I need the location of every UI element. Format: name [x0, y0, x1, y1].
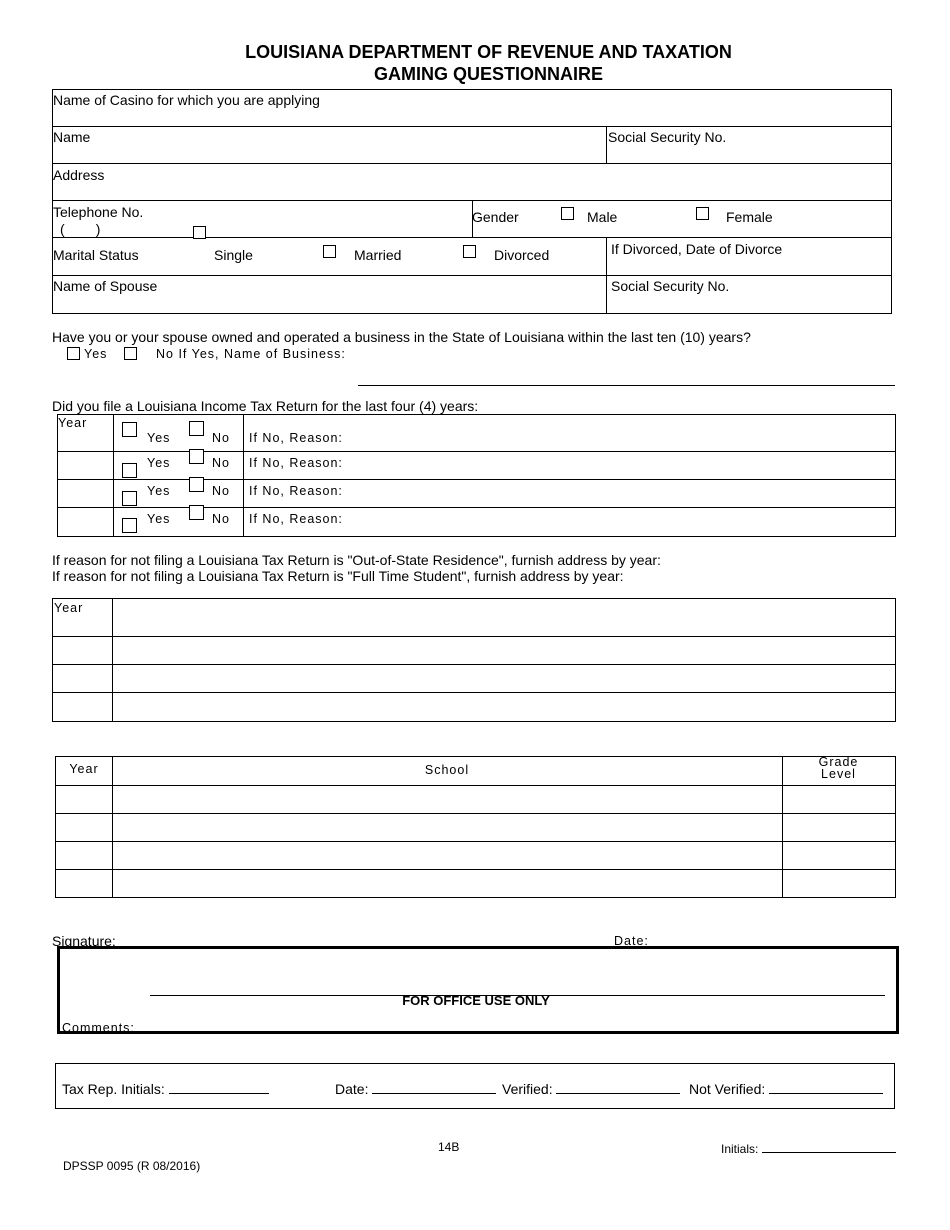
page-code: 14B	[438, 1140, 460, 1154]
not-verified-line[interactable]	[769, 1079, 883, 1094]
office-date-label: Date:	[335, 1081, 369, 1097]
married-checkbox[interactable]	[323, 245, 336, 258]
office-date[interactable]	[335, 1079, 496, 1097]
business-yes-checkbox[interactable]	[67, 347, 80, 360]
telephone-field[interactable]: Telephone No.	[53, 204, 144, 220]
school-name-header: School	[424, 763, 470, 777]
not-verified[interactable]	[689, 1079, 883, 1097]
business-no-label: No If Yes, Name of Business:	[156, 347, 346, 361]
verified-line[interactable]	[556, 1079, 680, 1094]
tax-row1-no-checkbox[interactable]	[189, 421, 204, 436]
tax-row3-reason[interactable]: If No, Reason:	[249, 484, 343, 498]
verified[interactable]	[502, 1079, 680, 1097]
tax-row3-yes-label: Yes	[147, 484, 171, 498]
student-note: If reason for not filing a Louisiana Tax Return is "Full Time Student", furnish address by year:	[52, 568, 624, 584]
telephone-checkbox[interactable]	[193, 226, 206, 239]
male-label: Male	[587, 209, 618, 225]
tax-return-question: Did you file a Louisiana Income Tax Return for the last four (4) years:	[52, 398, 479, 414]
address-year-header: Year	[54, 601, 84, 615]
page-title: LOUISIANA DEPARTMENT OF REVENUE AND TAXATION	[245, 42, 732, 62]
tax-row1-no-label: No	[212, 431, 230, 445]
tax-row1-yes-checkbox[interactable]	[122, 422, 137, 437]
tax-row2-yes-checkbox[interactable]	[122, 463, 137, 478]
out-of-state-note: If reason for not filing a Louisiana Tax Return is "Out-of-State Residence", furnish address by year:	[52, 552, 661, 568]
address-by-year-table	[52, 598, 896, 722]
tax-row2-reason[interactable]: If No, Reason:	[249, 456, 343, 470]
ssn-field[interactable]: Social Security No.	[608, 129, 727, 145]
spouse-name-field[interactable]: Name of Spouse	[53, 278, 158, 294]
footer-initials-label: Initials:	[721, 1142, 759, 1156]
page-subtitle: GAMING QUESTIONNAIRE	[373, 64, 603, 84]
tax-row1-reason[interactable]: If No, Reason:	[249, 431, 343, 445]
divorced-label: Divorced	[494, 247, 550, 263]
female-label: Female	[726, 209, 773, 225]
school-year-header: Year	[69, 762, 99, 776]
tax-return-table	[57, 414, 896, 537]
tax-row4-yes-checkbox[interactable]	[122, 518, 137, 533]
signature-date-label: Date:	[614, 934, 649, 948]
form-number: DPSSP 0095 (R 08/2016)	[63, 1159, 201, 1173]
tax-rep-initials-line[interactable]	[169, 1079, 269, 1094]
name-field[interactable]: Name	[53, 129, 91, 145]
business-yes-label: Yes	[84, 347, 108, 361]
telephone-area-code: ( )	[60, 221, 101, 237]
tax-row3-yes-checkbox[interactable]	[122, 491, 137, 506]
footer-initials-line[interactable]	[762, 1140, 896, 1153]
grade-level-header	[782, 756, 895, 780]
tax-row3-no-checkbox[interactable]	[189, 477, 204, 492]
tax-row4-no-label: No	[212, 512, 230, 526]
business-name-line[interactable]	[358, 385, 895, 386]
male-checkbox[interactable]	[561, 207, 574, 220]
tax-row3-no-label: No	[212, 484, 230, 498]
tax-row2-no-label: No	[212, 456, 230, 470]
address-field[interactable]: Address	[53, 167, 105, 183]
office-use-box	[57, 946, 899, 1034]
divorced-checkbox[interactable]	[463, 245, 476, 258]
marital-status-label: Marital Status	[53, 247, 139, 263]
office-use-heading: FOR OFFICE USE ONLY	[402, 993, 550, 1008]
footer-initials[interactable]	[721, 1140, 896, 1156]
spouse-ssn-field[interactable]: Social Security No.	[611, 278, 730, 294]
tax-row1-yes-label: Yes	[147, 431, 171, 445]
tax-row2-yes-label: Yes	[147, 456, 171, 470]
comments-label[interactable]: Comments:	[62, 1021, 135, 1035]
tax-row4-no-checkbox[interactable]	[189, 505, 204, 520]
signature-label: Signature:	[52, 933, 116, 949]
divorce-date-field[interactable]: If Divorced, Date of Divorce	[611, 241, 783, 257]
not-verified-label: Not Verified:	[689, 1081, 766, 1097]
tax-row2-no-checkbox[interactable]	[189, 449, 204, 464]
casino-name-field[interactable]: Name of Casino for which you are applying	[53, 92, 320, 108]
female-checkbox[interactable]	[696, 207, 709, 220]
married-label: Married	[354, 247, 402, 263]
gender-label: Gender	[472, 209, 519, 225]
business-no-checkbox[interactable]	[124, 347, 137, 360]
business-question: Have you or your spouse owned and operated a business in the State of Louisiana within the last ten (10) years?	[52, 329, 751, 345]
verified-label: Verified:	[502, 1081, 553, 1097]
grade-label: Grade	[818, 755, 859, 769]
tax-year-header: Year	[58, 416, 88, 430]
tax-rep-initials[interactable]	[62, 1079, 269, 1097]
tax-rep-initials-label: Tax Rep. Initials:	[62, 1081, 165, 1097]
tax-row4-reason[interactable]: If No, Reason:	[249, 512, 343, 526]
single-label: Single	[214, 247, 253, 263]
office-date-line[interactable]	[372, 1079, 496, 1094]
school-table	[55, 756, 896, 898]
tax-row4-yes-label: Yes	[147, 512, 171, 526]
level-label: Level	[821, 767, 856, 781]
